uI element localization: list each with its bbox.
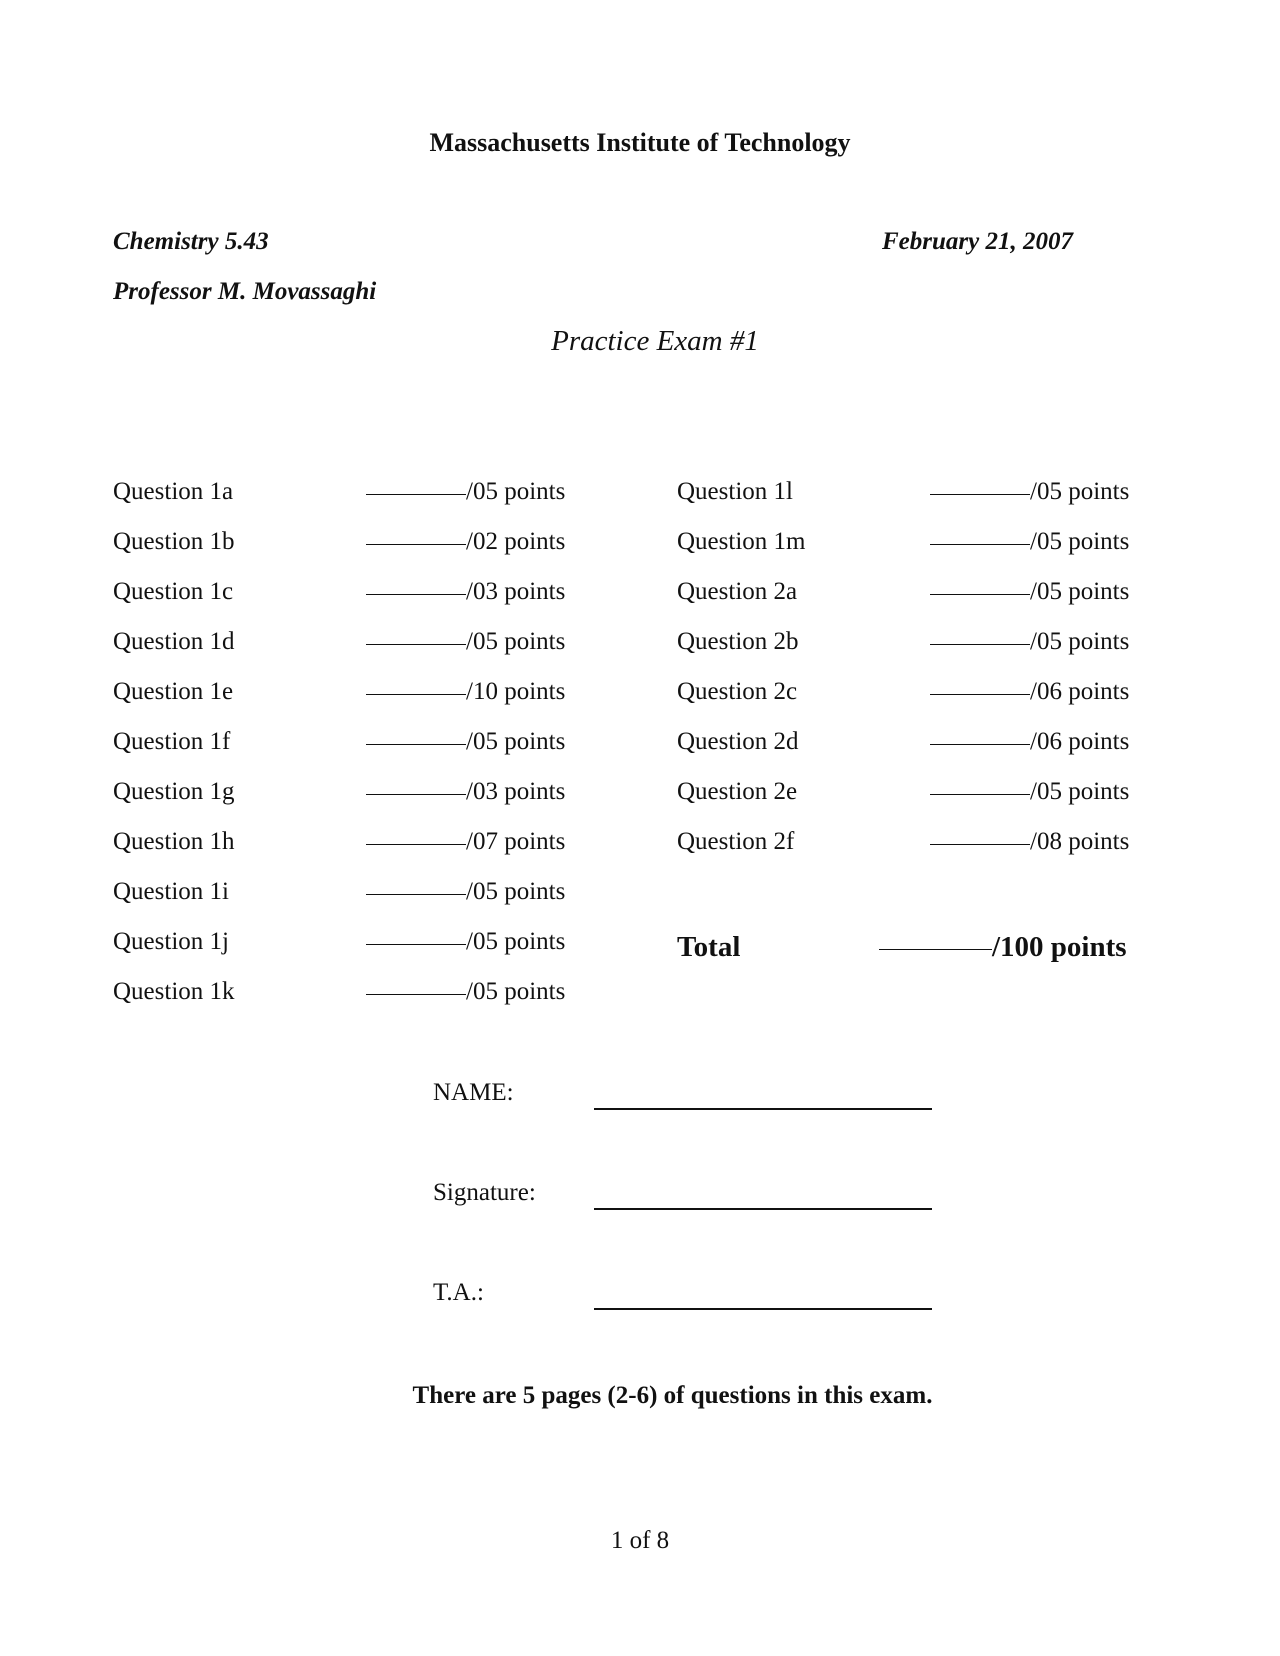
question-label: Question 1k <box>113 978 235 1005</box>
points-possible: /05 points <box>1030 778 1130 805</box>
question-label: Question 1d <box>113 628 235 655</box>
question-label: Question 1b <box>113 528 235 555</box>
score-blank-line <box>366 994 466 995</box>
exam-pages-note: There are 5 pages (2-6) of questions in this exam. <box>412 1382 933 1409</box>
professor-name: Professor M. Movassaghi <box>113 278 377 305</box>
exam-title: Practice Exam #1 <box>551 325 759 357</box>
score-row <box>677 774 1151 810</box>
score-row <box>677 824 1151 860</box>
score-blank-line <box>366 844 466 845</box>
score-blank-line <box>930 744 1030 745</box>
score-blank-line <box>930 494 1030 495</box>
score-row <box>677 474 1151 510</box>
question-label: Question 2c <box>677 678 798 705</box>
total-blank-line <box>879 949 992 950</box>
points-possible: /07 points <box>466 828 566 855</box>
points-possible: /10 points <box>466 678 566 705</box>
points-possible: /05 points <box>466 628 566 655</box>
score-row <box>677 524 1151 560</box>
question-label: Question 1f <box>113 728 231 755</box>
question-label: Question 2e <box>677 778 798 805</box>
score-blank-line <box>366 544 466 545</box>
course-name: Chemistry 5.43 <box>113 228 269 255</box>
points-possible: /05 points <box>466 928 566 955</box>
score-blank-line <box>930 844 1030 845</box>
question-label: Question 1e <box>113 678 234 705</box>
question-label: Question 2f <box>677 828 795 855</box>
page-number: 1 of 8 <box>610 1527 670 1554</box>
points-possible: /05 points <box>1030 478 1130 505</box>
points-possible: /05 points <box>1030 628 1130 655</box>
score-row <box>113 774 587 810</box>
score-row <box>113 874 587 910</box>
score-blank-line <box>366 744 466 745</box>
question-label: Question 1i <box>113 878 229 905</box>
score-row <box>113 474 587 510</box>
name-label: NAME: <box>433 1079 514 1106</box>
score-blank-line <box>930 694 1030 695</box>
points-possible: /05 points <box>466 478 566 505</box>
score-blank-line <box>930 644 1030 645</box>
ta-label: T.A.: <box>433 1279 484 1306</box>
question-label: Question 1h <box>113 828 235 855</box>
points-possible: /05 points <box>1030 578 1130 605</box>
score-blank-line <box>366 794 466 795</box>
score-row <box>113 624 587 660</box>
score-blank-line <box>366 944 466 945</box>
question-label: Question 1g <box>113 778 235 805</box>
score-row <box>113 674 587 710</box>
question-label: Question 1m <box>677 528 806 555</box>
score-row <box>677 674 1151 710</box>
total-row <box>677 927 1177 967</box>
score-blank-line <box>930 794 1030 795</box>
signature-label: Signature: <box>433 1179 536 1206</box>
signature-line[interactable] <box>594 1208 932 1210</box>
points-possible: /02 points <box>466 528 566 555</box>
ta-line[interactable] <box>594 1308 932 1310</box>
total-label: Total <box>677 931 741 963</box>
score-blank-line <box>366 694 466 695</box>
score-row <box>677 724 1151 760</box>
points-possible: /03 points <box>466 778 566 805</box>
points-possible: /08 points <box>1030 828 1130 855</box>
name-line[interactable] <box>594 1108 932 1110</box>
points-possible: /06 points <box>1030 728 1130 755</box>
total-points: /100 points <box>992 931 1127 963</box>
points-possible: /06 points <box>1030 678 1130 705</box>
score-row <box>113 524 587 560</box>
score-blank-line <box>366 644 466 645</box>
score-row <box>113 724 587 760</box>
institution-heading: Massachusetts Institute of Technology <box>429 128 851 157</box>
points-possible: /05 points <box>466 878 566 905</box>
score-row <box>677 574 1151 610</box>
question-label: Question 1l <box>677 478 793 505</box>
question-label: Question 1j <box>113 928 229 955</box>
score-blank-line <box>366 894 466 895</box>
score-row <box>113 974 587 1010</box>
score-blank-line <box>366 494 466 495</box>
question-label: Question 1c <box>113 578 234 605</box>
exam-date: February 21, 2007 <box>882 228 1073 255</box>
score-blank-line <box>930 594 1030 595</box>
score-blank-line <box>930 544 1030 545</box>
score-row <box>113 574 587 610</box>
points-possible: /05 points <box>1030 528 1130 555</box>
points-possible: /03 points <box>466 578 566 605</box>
question-label: Question 1a <box>113 478 234 505</box>
points-possible: /05 points <box>466 728 566 755</box>
points-possible: /05 points <box>466 978 566 1005</box>
question-label: Question 2a <box>677 578 798 605</box>
score-row <box>113 924 587 960</box>
question-label: Question 2b <box>677 628 799 655</box>
question-label: Question 2d <box>677 728 799 755</box>
score-row <box>113 824 587 860</box>
score-row <box>677 624 1151 660</box>
score-blank-line <box>366 594 466 595</box>
